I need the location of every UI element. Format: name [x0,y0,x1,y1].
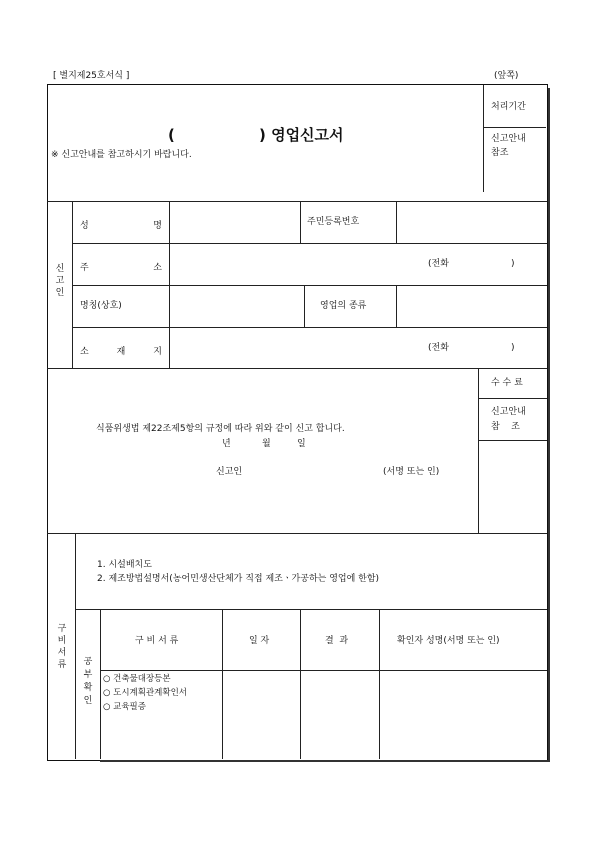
title-text: ) 영업신고서 [259,126,344,144]
frame-shadow-right [548,88,550,762]
rrn-left-border [300,201,301,243]
side-box-divider [483,127,546,128]
fee-column-border [478,368,479,533]
name-label-part-2: 명 [153,221,162,231]
table-col-border-1 [222,609,223,759]
address-label [80,260,162,273]
documents-table-header-bottom [100,670,547,671]
fee-row-divider-1 [478,398,547,399]
official-label-column-border [100,609,101,759]
official-doc-item-3: ○ 교육필증 [103,702,146,712]
official-verification-label [81,656,95,708]
declaration-statement: 식품위생법 제22조제5항의 규정에 따라 위와 같이 신고 합니다. [96,424,345,434]
fee-row-divider-2 [478,440,547,441]
form-frame [47,84,548,761]
applicant-section-bottom [47,368,547,369]
applicant-label-value-border [169,201,170,368]
verifier-signature-field[interactable] [381,672,545,757]
applicant-label-char-1: 신 [55,264,65,274]
date-day-label: 일 [297,439,306,449]
location-field[interactable] [171,329,416,366]
business-type-left-border [304,285,305,327]
page-side-label: (앞쪽) [494,71,519,81]
rrn-field[interactable] [398,203,544,241]
applicant-row-divider-1 [72,243,547,244]
verification-result-field[interactable] [302,672,377,757]
official-label-char-2: 부 [83,670,93,681]
title-open-paren: ( [168,126,175,144]
title-notice: ※ 신고안내를 참고하시기 바랍니다. [51,150,192,160]
applicant-section-label [53,263,67,299]
date-year-label: 년 [222,439,231,449]
business-name-label: 명칭(상호) [80,301,122,311]
document-item-2: 2. 제조방법설명서(농어민생산단체가 직접 제조ㆍ가공하는 영업에 한함) [97,574,380,584]
official-label-char-1: 공 [83,657,93,667]
reporter-label: 신고인 [216,467,243,477]
table-header-result: 결 과 [325,636,349,646]
title-section-divider [47,201,547,202]
official-doc-item-2: ○ 도시계획관계확인서 [103,688,188,698]
business-name-field[interactable] [171,287,302,325]
applicant-label-char-3: 인 [55,288,65,299]
declaration-section-bottom [47,533,547,534]
documents-label-char-4: 류 [57,660,67,671]
location-phone-field[interactable] [458,336,508,360]
document-item-1: 1. 시설배치도 [97,560,152,570]
business-type-right-border [396,285,397,327]
fee-ref-label-2: 참 조 [491,422,520,432]
location-phone-label: (전화 [428,343,449,353]
applicant-row-divider-2 [72,285,547,286]
name-label [80,218,162,231]
table-header-verifier: 확인자 성명(서명 또는 인) [397,636,500,646]
guide-ref-label-2: 참조 [491,148,509,158]
documents-label-char-1: 구 [57,624,67,634]
location-label-part-3: 지 [153,347,162,357]
official-label-char-3: 확 [83,683,93,694]
documents-label-char-2: 비 [57,636,67,647]
business-type-label: 영업의 종류 [320,301,367,311]
frame-shadow-bottom [100,760,550,762]
address-phone-close: ) [511,259,515,269]
table-col-border-2 [300,609,301,759]
location-phone-close: ) [511,343,515,353]
business-type-field[interactable] [398,287,544,325]
documents-table-top [75,609,547,610]
fee-ref-label-1: 신고안내 [491,407,526,417]
location-label-part-2: 재 [116,347,126,357]
documents-label-column-border [75,533,76,759]
date-month-label: 월 [262,439,271,449]
documents-label-char-3: 서 [57,648,67,659]
rrn-right-border [396,201,397,243]
table-col-border-3 [379,609,380,759]
name-label-part-1: 성 [80,221,89,231]
processing-period-label: 처리기간 [491,102,526,112]
official-label-char-4: 인 [83,696,93,707]
applicant-row-divider-3 [72,327,547,328]
address-label-part-1: 주 [80,263,89,273]
documents-section-label [55,623,69,672]
location-label [80,344,162,357]
rrn-label: 주민등록번호 [307,217,360,227]
reporter-name-field[interactable] [250,462,380,482]
verification-date-field[interactable] [224,672,298,757]
address-label-part-2: 소 [153,263,162,273]
reporter-signature-hint: (서명 또는 인) [383,467,440,477]
address-phone-field[interactable] [458,252,508,276]
table-header-documents: 구 비 서 류 [135,636,179,646]
guide-ref-label-1: 신고안내 [491,134,526,144]
applicant-label-char-2: 고 [55,276,65,287]
form-number: [ 별지제25호서식 ] [53,71,130,81]
official-doc-item-1: ○ 건축물대장등본 [103,674,171,684]
fee-label: 수 수 료 [491,378,523,388]
name-field[interactable] [171,203,298,241]
location-label-part-1: 소 [80,347,89,357]
table-header-date: 일 자 [249,636,270,646]
address-phone-label: (전화 [428,259,449,269]
side-box-left-border [483,85,484,192]
address-field[interactable] [171,245,416,283]
